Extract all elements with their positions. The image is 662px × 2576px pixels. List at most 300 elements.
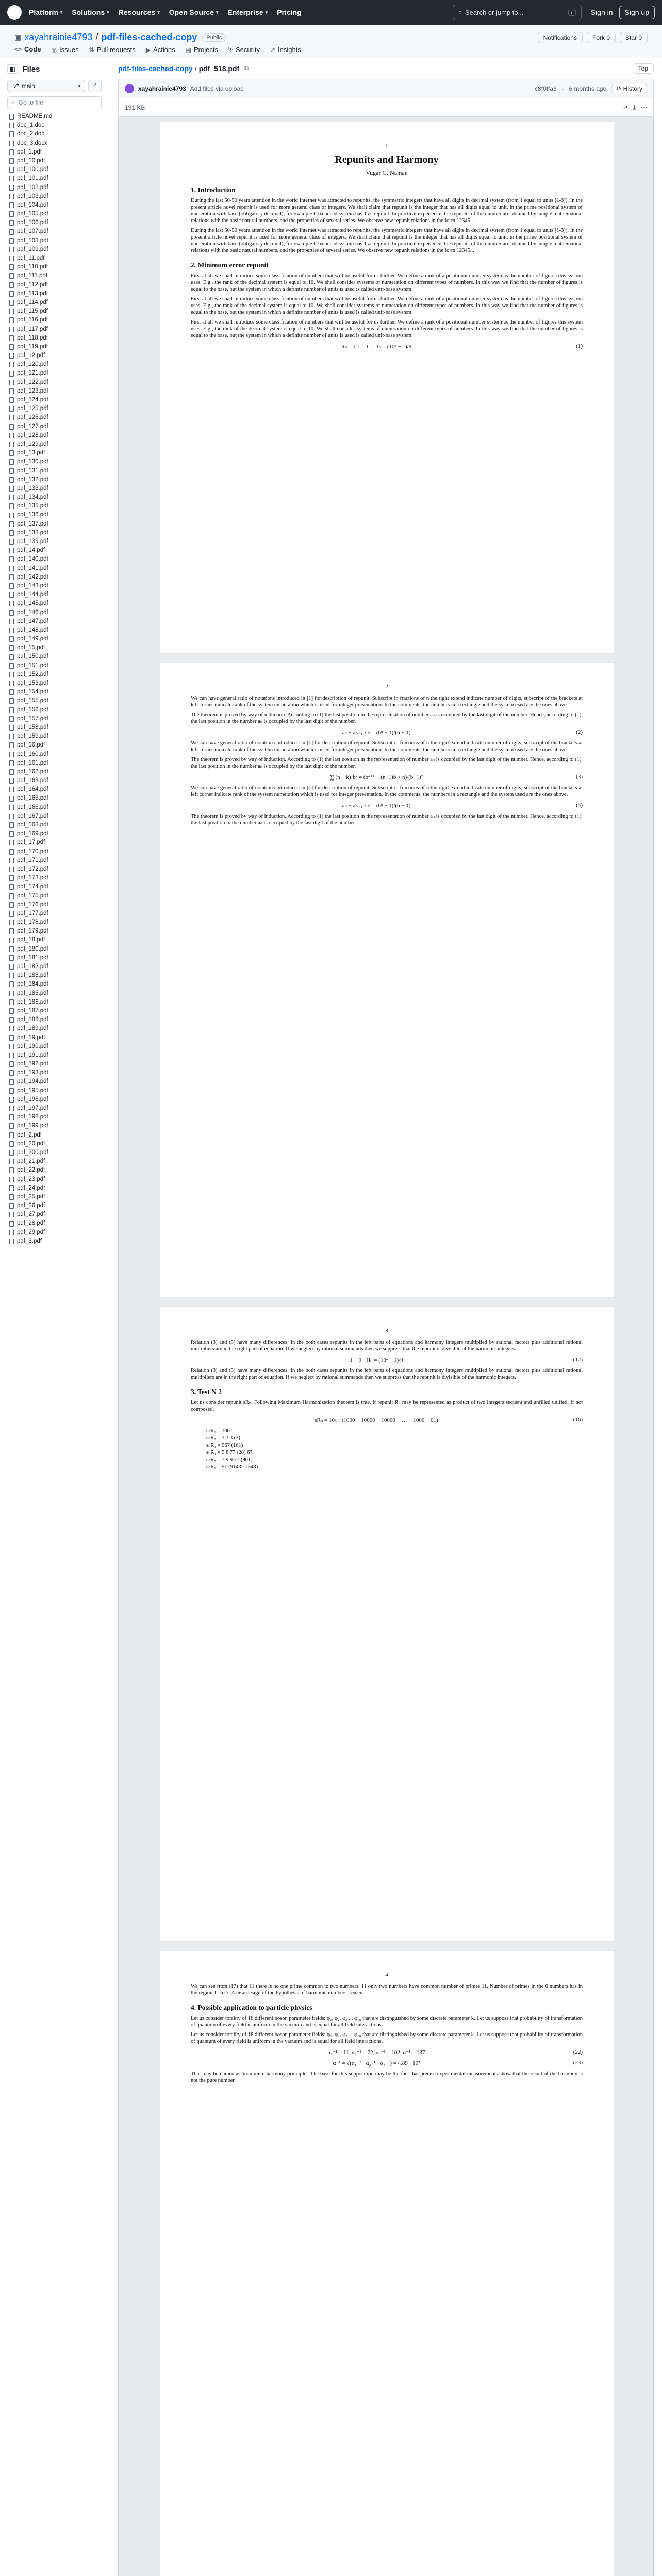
file-tree-item[interactable]: [4, 1051, 105, 1060]
file-name: pdf_132.pdf: [17, 476, 48, 483]
file-icon: [9, 672, 14, 677]
file-icon: [9, 114, 14, 120]
file-tree-item[interactable]: [4, 1148, 105, 1157]
fork-button[interactable]: Fork 0: [587, 32, 616, 43]
sidebar-collapse-icon[interactable]: ◧: [7, 64, 18, 74]
file-name: pdf_123.pdf: [17, 387, 48, 394]
file-tree-item[interactable]: [4, 502, 105, 511]
search-files-button[interactable]: ⌕: [88, 80, 102, 92]
sign-up-button[interactable]: Sign up: [619, 6, 655, 19]
tab-insights[interactable]: ↗ Insights: [270, 45, 301, 60]
file-tree-item[interactable]: [4, 457, 105, 466]
file-tree-item[interactable]: [4, 573, 105, 582]
file-name: pdf_195.pdf: [17, 1087, 48, 1094]
file-tree-item[interactable]: [4, 476, 105, 484]
file-name: pdf_124.pdf: [17, 397, 48, 403]
file-tree-item[interactable]: [4, 218, 105, 227]
tab-security[interactable]: ⛨ Security: [228, 45, 260, 60]
file-tree-item[interactable]: [4, 715, 105, 723]
file-name: pdf_130.pdf: [17, 459, 48, 465]
file-tree-item[interactable]: [4, 369, 105, 378]
file-tree-item[interactable]: [4, 626, 105, 635]
file-tree-item[interactable]: [4, 732, 105, 741]
sign-in-link[interactable]: Sign in: [590, 8, 613, 16]
file-tree-item[interactable]: [4, 1122, 105, 1130]
file-tree-item[interactable]: [4, 511, 105, 519]
repunit-factor-list: [206, 1428, 583, 1471]
file-icon: [9, 1114, 14, 1120]
file-name: pdf_173.pdf: [17, 875, 48, 882]
star-button[interactable]: Star 0: [620, 32, 648, 43]
file-name: README.md: [17, 113, 53, 120]
file-name: pdf_148.pdf: [17, 626, 48, 633]
file-icon: [9, 689, 14, 695]
file-tree-item[interactable]: [4, 307, 105, 316]
equation: sRₙ = 10ₖ · (1000 − 10000 − 10000 − … − 1000 − 01) (16): [315, 1417, 583, 1423]
file-icon: [9, 725, 14, 731]
file-icon: [9, 645, 14, 651]
file-tree-item[interactable]: [4, 564, 105, 573]
file-tree-item[interactable]: [4, 1193, 105, 1201]
file-icon: [9, 1167, 14, 1173]
file-tree-item[interactable]: [4, 1184, 105, 1193]
file-tree-item[interactable]: [4, 360, 105, 369]
pdf-viewer[interactable]: [118, 117, 654, 2576]
file-icon: [9, 610, 14, 616]
file-tree-item[interactable]: [4, 1237, 105, 1246]
file-tree-item[interactable]: [4, 918, 105, 927]
commit-author[interactable]: xayahrainie4793: [138, 85, 186, 92]
file-tree-item[interactable]: [4, 1015, 105, 1024]
file-tree-item[interactable]: [4, 750, 105, 759]
pdf-page-4: [160, 1951, 614, 2576]
file-icon: [9, 884, 14, 890]
history-icon: ↺: [616, 85, 623, 92]
file-icon: [9, 769, 14, 775]
file-tree-item[interactable]: [4, 201, 105, 210]
file-name: pdf_1.pdf: [17, 148, 42, 155]
file-name: pdf_160.pdf: [17, 751, 48, 757]
avatar[interactable]: [125, 84, 134, 93]
file-icon: [9, 1097, 14, 1103]
file-tree-item[interactable]: [4, 537, 105, 546]
file-icon: [9, 601, 14, 606]
file-name: pdf_107.pdf: [17, 228, 48, 235]
file-tree-item[interactable]: [4, 520, 105, 529]
file-icon: [9, 141, 14, 146]
file-tree-item[interactable]: [4, 272, 105, 280]
notifications-button[interactable]: Notifications: [538, 32, 583, 43]
file-tree-item[interactable]: [4, 236, 105, 245]
file-tree-item[interactable]: [4, 1210, 105, 1219]
repo-owner-link[interactable]: xayahrainie4793: [24, 32, 93, 42]
file-name: pdf_134.pdf: [17, 494, 48, 501]
paragraph: First at all we shall introduce some classification of numbers that will be useful for us further. We define a rank of a positional number system as the number of figures this system uses. E.g., the rank of the decimal system is equal to 10. We shall consider systems of numeration on different types of numbers. In this way we find that the number of figures is equal to the base, but the system in which a definite number of units is used is called unit-base system.: [191, 296, 583, 315]
file-tree-item[interactable]: [4, 227, 105, 236]
file-tree-item[interactable]: [4, 396, 105, 404]
file-tree-item[interactable]: [4, 670, 105, 679]
file-tree-item[interactable]: [4, 954, 105, 962]
file-tree-item[interactable]: [4, 1077, 105, 1086]
file-name: pdf_140.pdf: [17, 556, 48, 563]
file-tree-item[interactable]: [4, 1007, 105, 1015]
file-name: pdf_133.pdf: [17, 485, 48, 492]
top-button[interactable]: Top: [633, 63, 654, 74]
file-tree-item[interactable]: [4, 529, 105, 537]
file-tree-item[interactable]: [4, 422, 105, 431]
file-tree-item[interactable]: [4, 112, 105, 121]
file-name: pdf_147.pdf: [17, 618, 48, 624]
file-icon: [9, 911, 14, 917]
file-name: pdf_19.pdf: [17, 1034, 45, 1041]
file-icon: [9, 831, 14, 837]
nav-solutions[interactable]: Solutions ▾: [72, 8, 109, 16]
sidebar-header: ◧ Files: [0, 58, 109, 78]
file-name: pdf_158.pdf: [17, 724, 48, 731]
file-icon: [9, 928, 14, 934]
file-name: pdf_150.pdf: [17, 653, 48, 660]
equation: α⁻¹ = √(α₁⁻¹ · α₂⁻¹ · α₃⁻¹) = 4.89 · 10³ (23): [333, 2060, 583, 2066]
file-tree-item[interactable]: [4, 431, 105, 440]
file-name: pdf_191.pdf: [17, 1052, 48, 1058]
list-item: sₙR₆ = 51 (91432 2543): [206, 1464, 258, 1470]
go-to-file-input[interactable]: ⌕ Go to file: [7, 96, 102, 109]
nav-pricing[interactable]: Pricing: [277, 8, 302, 16]
file-tree-item[interactable]: [4, 803, 105, 812]
file-tree-item[interactable]: [4, 121, 105, 130]
file-tree-item[interactable]: [4, 1060, 105, 1069]
file-icon: [9, 335, 14, 341]
file-tree-item[interactable]: [4, 706, 105, 715]
file-tree-item[interactable]: [4, 856, 105, 865]
file-tree-item[interactable]: [4, 848, 105, 856]
equation: aₙ − aₙ₋₁ · b = (bⁿ − 1)/(b − 1) (4): [342, 802, 583, 809]
file-name: pdf_125.pdf: [17, 405, 48, 412]
file-tree-item[interactable]: [4, 643, 105, 652]
file-name: pdf_194.pdf: [17, 1078, 48, 1085]
file-tree-item[interactable]: [4, 1033, 105, 1042]
file-tree-item[interactable]: [4, 1175, 105, 1184]
file-tree-item[interactable]: [4, 148, 105, 157]
file-icon: [9, 964, 14, 970]
file-tree-item[interactable]: [4, 263, 105, 272]
section-heading: 3. Test N 2: [191, 1388, 222, 1396]
file-tree-item[interactable]: [4, 165, 105, 174]
section-heading: 2. Minimum error repunit: [191, 261, 269, 269]
file-name: pdf_180.pdf: [17, 945, 48, 952]
file-tree-item[interactable]: [4, 254, 105, 263]
paragraph: During the last 50-50 years attention in the world Internet was attracted to repunits, the symmetric integers that have all digits in decimal system (from 1 equal to units [1-3]). In the present article novel repunit is used for more general class of integers. We shall claim that repunit is the integer that has all digits equal to unit, in the prime positional system of numeration with base (obligatory decimal); for example 6-balanced system has 1 as repunit. In practical experience, the repunits of the number are obtained by simple mathematical relations with the basic natural numbers, and the properties of several series. We observe new repunit relations in the form 12345...: [191, 228, 583, 253]
file-icon: [9, 1123, 14, 1129]
file-tree-item[interactable]: [4, 1104, 105, 1113]
file-icon: [9, 167, 14, 173]
file-tree-item[interactable]: [4, 1069, 105, 1077]
file-name: doc_1.doc: [17, 122, 45, 129]
file-tree-item[interactable]: [4, 334, 105, 343]
file-icon: [9, 1035, 14, 1041]
more-options-icon[interactable]: ⋯: [641, 104, 647, 111]
file-tree-item[interactable]: [4, 1131, 105, 1140]
file-tree-item[interactable]: [4, 909, 105, 918]
paragraph: The theorem is proved by way of induction. According to (1) the last position in the representation of number aₙ is occupied by the last digit of the number. Hence, according to (1), the last position in the number aₙ is occupied by the last digit of the number.: [191, 814, 583, 826]
file-icon: [9, 867, 14, 872]
file-tree-item[interactable]: [4, 998, 105, 1007]
file-name: pdf_154.pdf: [17, 689, 48, 696]
file-name: pdf_12.pdf: [17, 352, 45, 359]
file-icon: [9, 300, 14, 306]
file-tree-item[interactable]: [4, 989, 105, 998]
download-icon[interactable]: ⤓: [633, 104, 636, 111]
file-tree-item[interactable]: [4, 865, 105, 874]
file-icon: [9, 149, 14, 155]
file-name: pdf_22.pdf: [17, 1167, 45, 1174]
file-name: pdf_126.pdf: [17, 414, 48, 421]
repo-path-separator: /: [95, 32, 98, 42]
file-name: pdf_118.pdf: [17, 334, 48, 341]
file-tree-item[interactable]: [4, 980, 105, 989]
tab-projects[interactable]: ▦ Projects: [186, 45, 218, 60]
file-name: doc_3.docx: [17, 140, 47, 146]
file-tree-item[interactable]: [4, 404, 105, 413]
file-name: pdf_167.pdf: [17, 812, 48, 819]
file-tree-item[interactable]: [4, 1157, 105, 1166]
file-tree-item[interactable]: [4, 821, 105, 829]
file-tree-item[interactable]: [4, 945, 105, 954]
file-tree-item[interactable]: [4, 298, 105, 307]
file-tree-item[interactable]: [4, 183, 105, 192]
file-name: pdf_128.pdf: [17, 432, 48, 438]
file-name: pdf_25.pdf: [17, 1193, 45, 1200]
breadcrumb-repo-link[interactable]: pdf-files-cached-copy: [118, 64, 193, 73]
file-tree-item[interactable]: [4, 688, 105, 697]
github-logo-icon[interactable]: [7, 5, 22, 20]
nav-open-source[interactable]: Open Source ▾: [169, 8, 219, 16]
tab-actions[interactable]: ▶ Actions: [146, 45, 175, 60]
file-tree-item[interactable]: [4, 679, 105, 688]
file-tree-item[interactable]: [4, 245, 105, 254]
file-tree-item[interactable]: [4, 776, 105, 785]
file-icon: [9, 628, 14, 633]
file-name: pdf_23.pdf: [17, 1176, 45, 1182]
file-tree-item[interactable]: [4, 590, 105, 599]
file-icon: [9, 495, 14, 500]
file-name: pdf_200.pdf: [17, 1149, 48, 1156]
file-name: pdf_114.pdf: [17, 299, 48, 306]
file-name: pdf_117.pdf: [17, 326, 48, 332]
file-tree-item[interactable]: [4, 343, 105, 351]
file-tree-item[interactable]: [4, 936, 105, 944]
file-name: pdf_2.pdf: [17, 1131, 42, 1138]
paragraph: During the last 50-50 years attention in the world Internet was attracted to repunits, the symmetric integers that have all digits in decimal system (from 1 equal to units [1-3]). In the present article novel repunit is used for more general class of integers. We shall claim that repunit is the integer that has all digits equal to unit, in the prime positional system of numeration with base (obligatory decimal); for example 6-balanced system has 1 as repunit. In practical experience, the repunits of the number are obtained by simple mathematical relations with the basic natural numbers, and the properties of several series. We observe new repunit relations in the form 12345...: [191, 198, 583, 224]
file-tree-item[interactable]: [4, 192, 105, 201]
history-button[interactable]: ↺ History: [611, 84, 647, 93]
file-tree-item[interactable]: [4, 901, 105, 909]
file-icon: [9, 521, 14, 527]
file-tree-item[interactable]: [4, 387, 105, 396]
file-tree-item[interactable]: [4, 1024, 105, 1033]
file-name: pdf_174.pdf: [17, 884, 48, 890]
file-tree-item[interactable]: [4, 662, 105, 670]
equation: ∑ (n − k)·bᵏ = (bⁿ⁺¹ − (n+1)b + n)/(b−1)² (3): [329, 774, 583, 781]
tab-issues[interactable]: ◎ Issues: [52, 45, 79, 60]
file-name: pdf_16.pdf: [17, 742, 45, 749]
nav-enterprise[interactable]: Enterprise ▾: [227, 8, 268, 16]
file-name: pdf_29.pdf: [17, 1229, 45, 1235]
file-name: pdf_138.pdf: [17, 529, 48, 536]
file-tree-item[interactable]: [4, 741, 105, 750]
file-tree-item[interactable]: [4, 139, 105, 148]
file-tree-item[interactable]: [4, 768, 105, 776]
file-name: pdf_151.pdf: [17, 662, 48, 669]
file-name: pdf_105.pdf: [17, 211, 48, 217]
copy-path-icon[interactable]: ⧉: [244, 65, 249, 72]
file-icon: [9, 1053, 14, 1058]
paper-author: Vugar G. Naman: [366, 169, 408, 176]
file-tree-item[interactable]: [4, 1113, 105, 1122]
file-tree-item[interactable]: [4, 316, 105, 325]
file-tree-item[interactable]: [4, 1140, 105, 1148]
file-icon: [9, 388, 14, 394]
file-name: pdf_186.pdf: [17, 998, 48, 1005]
file-tree-item[interactable]: [4, 962, 105, 971]
file-tree-item[interactable]: [4, 1087, 105, 1095]
tab-pull-requests[interactable]: ⇅ Pull requests: [89, 45, 136, 60]
equation: α₁⁻¹ = 11, α₂⁻¹ = 72, α₃⁻¹ = 102, α⁻¹ = 137 (22): [327, 2049, 583, 2056]
file-icon: [9, 327, 14, 332]
file-icon: [9, 973, 14, 978]
file-name: pdf_102.pdf: [17, 184, 48, 191]
nav-resources[interactable]: Resources ▾: [118, 8, 160, 16]
file-tree-item[interactable]: [4, 493, 105, 502]
file-tree-item[interactable]: [4, 892, 105, 901]
file-tree-item[interactable]: [4, 1166, 105, 1175]
file-tree-item[interactable]: [4, 546, 105, 555]
file-icon: [9, 238, 14, 244]
file-tree-item[interactable]: [4, 723, 105, 732]
file-tree-item[interactable]: [4, 697, 105, 705]
file-tree-item[interactable]: [4, 484, 105, 493]
code-icon: <>: [14, 45, 22, 53]
file-tree-item[interactable]: [4, 325, 105, 334]
file-tree-item[interactable]: [4, 351, 105, 360]
search-input[interactable]: ⌕ Search or jump to... /: [453, 5, 582, 20]
file-icon: [9, 503, 14, 509]
file-tree-item[interactable]: [4, 608, 105, 617]
file-tree-item[interactable]: [4, 759, 105, 768]
file-tree-item[interactable]: [4, 1095, 105, 1104]
list-item: sₙR₁ = 1001: [206, 1428, 233, 1434]
file-tree-item[interactable]: [4, 617, 105, 626]
file-tools: [623, 104, 647, 111]
file-icon: [9, 1221, 14, 1227]
file-tree-item[interactable]: [4, 785, 105, 794]
file-name: pdf_106.pdf: [17, 219, 48, 226]
file-tree-item[interactable]: [4, 157, 105, 165]
file-tree-item[interactable]: [4, 635, 105, 643]
file-tree-item[interactable]: [4, 440, 105, 449]
branch-selector[interactable]: ⎇ main ▾: [7, 80, 85, 92]
file-icon: [9, 317, 14, 323]
file-name: pdf_28.pdf: [17, 1220, 45, 1227]
file-icon: [9, 875, 14, 881]
file-tree-item[interactable]: [4, 971, 105, 980]
file-icon: [9, 1070, 14, 1076]
section-heading: 4. Possible application to particle physics: [191, 2004, 312, 2011]
pdf-page-2: [160, 663, 614, 1297]
file-name: pdf_161.pdf: [17, 759, 48, 766]
file-list: [0, 112, 109, 1246]
file-tree-item[interactable]: [4, 812, 105, 821]
commit-hash[interactable]: c8f0ffa3: [535, 85, 557, 92]
file-icon: [9, 840, 14, 845]
file-tree-item[interactable]: [4, 449, 105, 457]
visibility-badge: Public: [202, 33, 226, 42]
file-tree-item[interactable]: [4, 413, 105, 422]
pdf-page-3: [160, 1307, 614, 1941]
file-name: pdf_197.pdf: [17, 1105, 48, 1111]
commit-message[interactable]: Add files via upload: [190, 85, 244, 92]
file-name: pdf_187.pdf: [17, 1007, 48, 1014]
file-tree-item[interactable]: [4, 582, 105, 590]
file-tree-item[interactable]: [4, 883, 105, 891]
file-name: pdf_141.pdf: [17, 565, 48, 571]
file-tree-item[interactable]: [4, 874, 105, 883]
file-tree-item[interactable]: [4, 281, 105, 290]
file-tree-item[interactable]: [4, 1201, 105, 1210]
chevron-down-icon: ▾: [216, 9, 219, 15]
tab-code[interactable]: <> Code: [14, 45, 41, 60]
file-icon: [9, 1141, 14, 1147]
file-tree-item[interactable]: [4, 555, 105, 564]
file-tree-item[interactable]: [4, 467, 105, 476]
file-icon: [9, 619, 14, 624]
file-name: pdf_136.pdf: [17, 512, 48, 518]
nav-platform[interactable]: Platform ▾: [29, 8, 63, 16]
file-name: pdf_20.pdf: [17, 1140, 45, 1147]
file-tree-item[interactable]: [4, 1219, 105, 1228]
file-tree-item[interactable]: [4, 1228, 105, 1237]
file-name: pdf_116.pdf: [17, 317, 48, 324]
file-name: pdf_169.pdf: [17, 831, 48, 837]
file-tree-item[interactable]: [4, 290, 105, 298]
repo-name-link[interactable]: pdf-files-cached-copy: [101, 32, 197, 42]
file-tree-item[interactable]: [4, 652, 105, 661]
file-icon: [9, 415, 14, 420]
file-icon: [9, 1150, 14, 1156]
file-icon: [9, 424, 14, 430]
file-tree-item[interactable]: [4, 838, 105, 847]
file-tree-item[interactable]: [4, 210, 105, 218]
file-name: pdf_21.pdf: [17, 1158, 45, 1165]
file-tree-item[interactable]: [4, 130, 105, 139]
file-name: pdf_27.pdf: [17, 1211, 45, 1218]
file-tree-item[interactable]: [4, 794, 105, 803]
file-name: pdf_127.pdf: [17, 423, 48, 430]
file-tree-item[interactable]: [4, 829, 105, 838]
file-tree-item[interactable]: [4, 378, 105, 387]
equation: Rₙ = 1 1 1 1 ... 1ₙ = (10ⁿ − 1)/9 (1): [341, 343, 583, 350]
file-name: pdf_181.pdf: [17, 954, 48, 961]
file-tree-item[interactable]: [4, 927, 105, 936]
file-icon: [9, 1088, 14, 1094]
file-tree-item[interactable]: [4, 1042, 105, 1051]
file-tree-item[interactable]: [4, 174, 105, 183]
file-name: pdf_13.pdf: [17, 450, 45, 456]
file-tree-item[interactable]: [4, 599, 105, 608]
file-name: pdf_176.pdf: [17, 901, 48, 908]
paragraph: Relation (3) and (5) have many differences. In the both cases repunits in the left parts of equations and harmony integers multiplied by rational factors plus additional rational multipliers are in the right part of equation. If we neglect by rational summands then we suppress that the repunit is divisible of the harmonic integers.: [191, 1368, 583, 1380]
external-link-icon[interactable]: ↗: [622, 104, 628, 111]
